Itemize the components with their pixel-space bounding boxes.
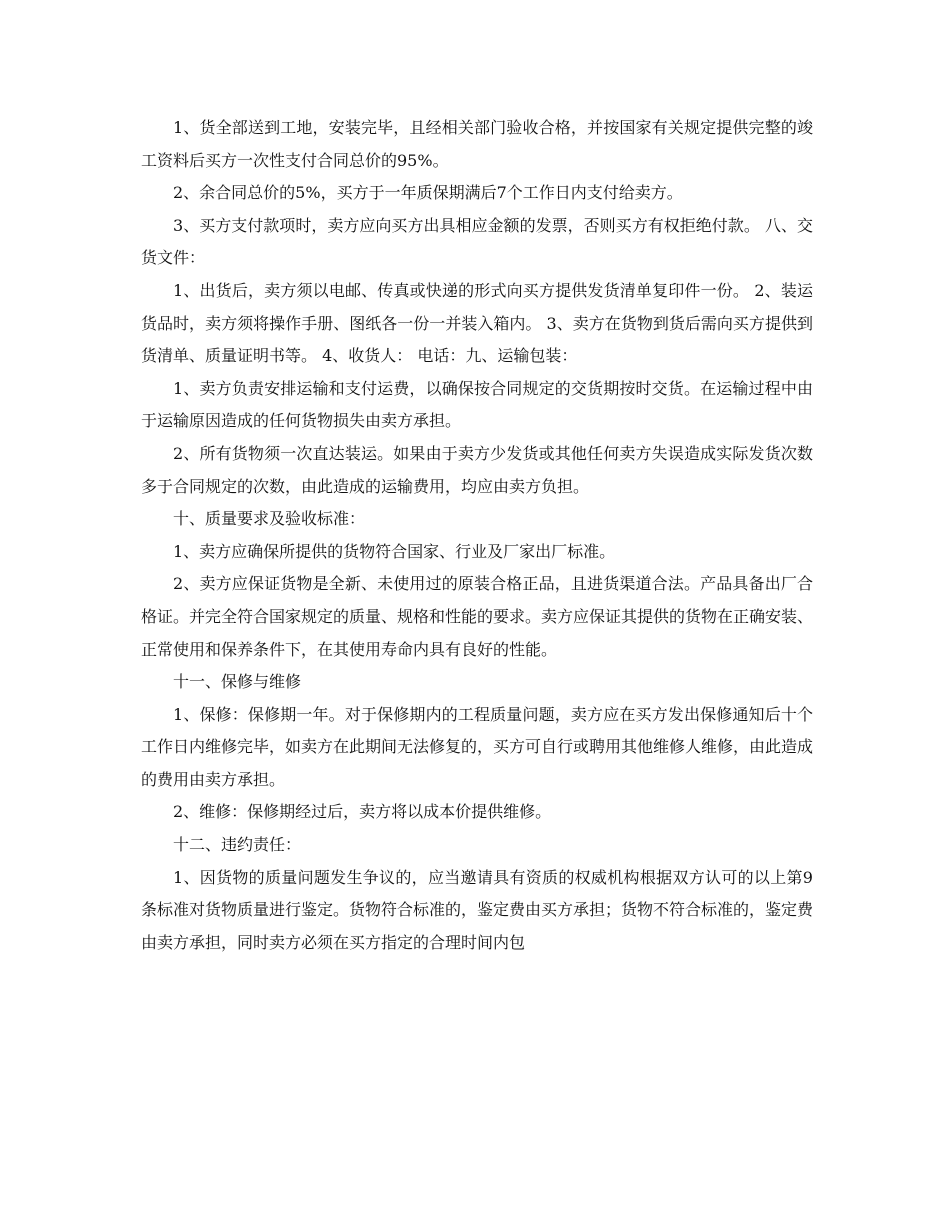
paragraph-quality-standards: 1、卖方应确保所提供的货物符合国家、行业及厂家出厂标准。 xyxy=(173,541,616,561)
section-heading-quality: 十、质量要求及验收标准： xyxy=(173,509,366,529)
paragraph-delivery-documents: 1、出货后，卖方须以电邮、传真或快递的形式向买方提供发货清单复印件一份。 2、装运货品时，卖方须将操作手册、图纸各一份一并装入箱内。 3、卖方在货物到货后需向买方提供到货清单、质量证明书等。 4、收货人： 电话：九、运输包装： xyxy=(141,280,813,366)
paragraph-transport-cost: 1、卖方负责安排运输和支付运费，以确保按合同规定的交货期按时交货。在运输过程中由于运输原因造成的任何货物损失由卖方承担。 xyxy=(141,378,813,431)
paragraph-maintenance: 2、维修：保修期经过后，卖方将以成本价提供维修。 xyxy=(173,802,552,822)
document-body xyxy=(141,112,813,959)
paragraph-invoice: 3、买方支付款项时，卖方应向买方出具相应金额的发票，否则买方有权拒绝付款。 八、交货文件： xyxy=(141,215,813,268)
paragraph-warranty: 1、保修：保修期一年。对于保修期内的工程质量问题，卖方应在买方发出保修通知后十个工作日内维修完毕，如卖方在此期间无法修复的，买方可自行或聘用其他维修人维修，由此造成的费用由卖方承担。 xyxy=(141,704,814,789)
section-heading-liability: 十二、违约责任： xyxy=(173,835,302,855)
paragraph-direct-shipment: 2、所有货物须一次直达装运。如果由于卖方少发货或其他任何卖方失误造成实际发货次数多于合同规定的次数，由此造成的运输费用，均应由卖方负担。 xyxy=(141,443,813,496)
paragraph-quality-guarantee: 2、卖方应保证货物是全新、未使用过的原装合格正品，且进货渠道合法。产品具备出厂合格证。并完全符合国家规定的质量、规格和性能的要求。卖方应保证其提供的货物在正确安装、正常使用和保养条件下，在其使用寿命内具有良好的性能。 xyxy=(141,574,814,659)
paragraph-dispute: 1、因货物的质量问题发生争议的，应当邀请具有资质的权威机构根据双方认可的以上第9条标准对货物质量进行鉴定。货物符合标准的，鉴定费由买方承担；货物不符合标准的，鉴定费由卖方承担，同时卖方必须在买方指定的合理时间内包 xyxy=(141,867,814,952)
paragraph-payment-95: 1、货全部送到工地，安装完毕，且经相关部门验收合格，并按国家有关规定提供完整的竣工资料后买方一次性支付合同总价的95%。 xyxy=(141,118,813,170)
paragraph-payment-5: 2、余合同总价的5%，买方于一年质保期满后7个工作日内支付给卖方。 xyxy=(173,183,683,203)
section-heading-warranty: 十一、保修与维修 xyxy=(173,672,302,692)
